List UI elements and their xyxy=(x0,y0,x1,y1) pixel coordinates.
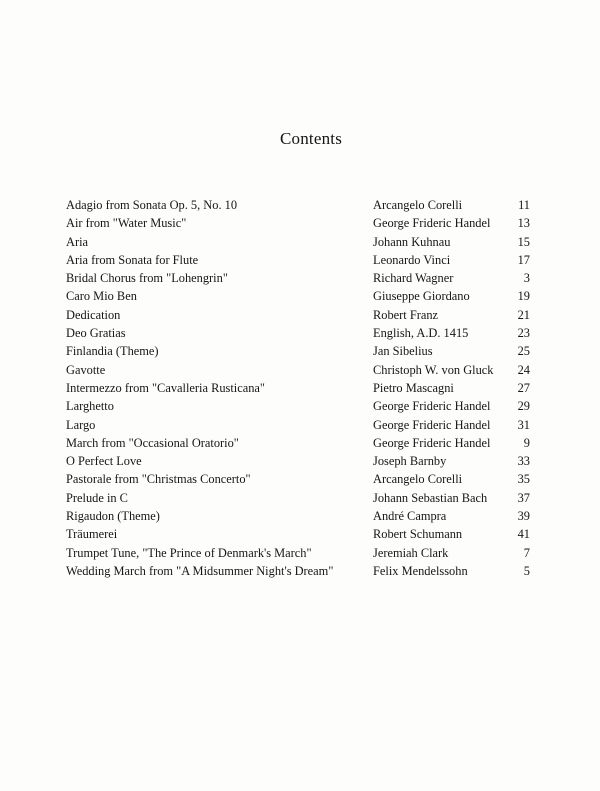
composer-name: Richard Wagner xyxy=(373,271,454,286)
composer-name: Arcangelo Corelli xyxy=(373,198,463,212)
page-number: 35 xyxy=(517,472,530,487)
toc-row xyxy=(66,562,530,580)
piece-title: Caro Mio Ben xyxy=(66,289,137,304)
piece-title: Deo Gratias xyxy=(66,326,126,341)
toc-row xyxy=(66,507,530,525)
toc-row xyxy=(66,251,530,269)
page-number: 39 xyxy=(517,509,530,524)
page-number: 21 xyxy=(517,307,530,322)
piece-title: Intermezzo from "Cavalleria Rusticana" xyxy=(66,380,265,395)
toc-row xyxy=(66,287,530,305)
composer-name: George Frideric Handel xyxy=(373,417,491,432)
piece-title: Pastorale from "Christmas Concerto" xyxy=(66,472,251,487)
table-of-contents xyxy=(66,196,530,580)
composer-name: Robert Schumann xyxy=(373,527,463,542)
toc-row xyxy=(66,214,530,232)
toc-row xyxy=(66,233,530,251)
page-number: 33 xyxy=(517,454,530,469)
toc-row xyxy=(66,379,530,397)
piece-title: Prelude in C xyxy=(66,490,128,505)
piece-title: Adagio from Sonata Op. 5, No. 10 xyxy=(66,198,238,212)
piece-title: Aria xyxy=(66,234,89,249)
composer-name: Joseph Barnby xyxy=(373,454,447,469)
page-number: 3 xyxy=(523,271,530,286)
piece-title: Larghetto xyxy=(66,399,114,414)
composer-name: Johann Kuhnau xyxy=(373,234,451,249)
page-number: 11 xyxy=(518,198,530,212)
composer-name: George Frideric Handel xyxy=(373,435,491,450)
composer-name: André Campra xyxy=(373,509,447,524)
piece-title: Rigaudon (Theme) xyxy=(66,509,160,524)
page-number: 17 xyxy=(517,252,530,267)
piece-title: Gavotte xyxy=(66,362,106,377)
composer-name: Johann Sebastian Bach xyxy=(373,490,488,505)
piece-title: Bridal Chorus from "Lohengrin" xyxy=(66,271,228,286)
toc-row xyxy=(66,525,530,543)
page-number: 5 xyxy=(523,563,530,578)
composer-name: George Frideric Handel xyxy=(373,216,491,231)
toc-row xyxy=(66,544,530,562)
toc-row xyxy=(66,489,530,507)
page-number: 24 xyxy=(517,362,530,377)
page-number: 41 xyxy=(517,527,530,542)
page-number: 13 xyxy=(517,216,530,231)
toc-row xyxy=(66,269,530,287)
composer-name: Robert Franz xyxy=(373,307,439,322)
piece-title: Träumerei xyxy=(66,527,118,542)
page-number: 29 xyxy=(517,399,530,414)
piece-title: March from "Occasional Oratorio" xyxy=(66,435,239,450)
composer-name: Christoph W. von Gluck xyxy=(373,362,494,377)
page-number: 7 xyxy=(523,545,530,560)
piece-title: Wedding March from "A Midsummer Night's Dream" xyxy=(66,563,334,578)
toc-row xyxy=(66,416,530,434)
toc-row xyxy=(66,306,530,324)
page-number: 9 xyxy=(523,435,530,450)
page-number: 25 xyxy=(517,344,530,359)
toc-row xyxy=(66,342,530,360)
piece-title: Largo xyxy=(66,417,96,432)
composer-name: Giuseppe Giordano xyxy=(373,289,470,304)
composer-name: Pietro Mascagni xyxy=(373,380,454,395)
composer-name: English, A.D. 1415 xyxy=(373,326,469,341)
page-title: Contents xyxy=(279,129,343,148)
piece-title: Dedication xyxy=(66,307,121,322)
toc-row xyxy=(66,452,530,470)
composer-name: Jan Sibelius xyxy=(373,344,433,359)
toc-row xyxy=(66,324,530,342)
piece-title: Aria from Sonata for Flute xyxy=(66,252,199,267)
page-number: 23 xyxy=(517,326,530,341)
composer-name: Arcangelo Corelli xyxy=(373,472,463,487)
page-number: 27 xyxy=(517,380,530,395)
toc-row xyxy=(66,397,530,415)
piece-title: Finlandia (Theme) xyxy=(66,344,159,359)
piece-title: Trumpet Tune, "The Prince of Denmark's March" xyxy=(66,545,312,560)
composer-name: Felix Mendelssohn xyxy=(373,563,468,578)
composer-name: Jeremiah Clark xyxy=(373,545,449,560)
page-number: 15 xyxy=(517,234,530,249)
toc-row xyxy=(66,361,530,379)
composer-name: George Frideric Handel xyxy=(373,399,491,414)
page-number: 31 xyxy=(517,417,530,432)
toc-row xyxy=(66,470,530,488)
toc-row xyxy=(66,196,530,214)
page-number: 37 xyxy=(517,490,530,505)
toc-row xyxy=(66,434,530,452)
piece-title: O Perfect Love xyxy=(66,454,142,469)
piece-title: Air from "Water Music" xyxy=(66,216,187,231)
composer-name: Leonardo Vinci xyxy=(373,252,451,267)
page-number: 19 xyxy=(517,289,530,304)
